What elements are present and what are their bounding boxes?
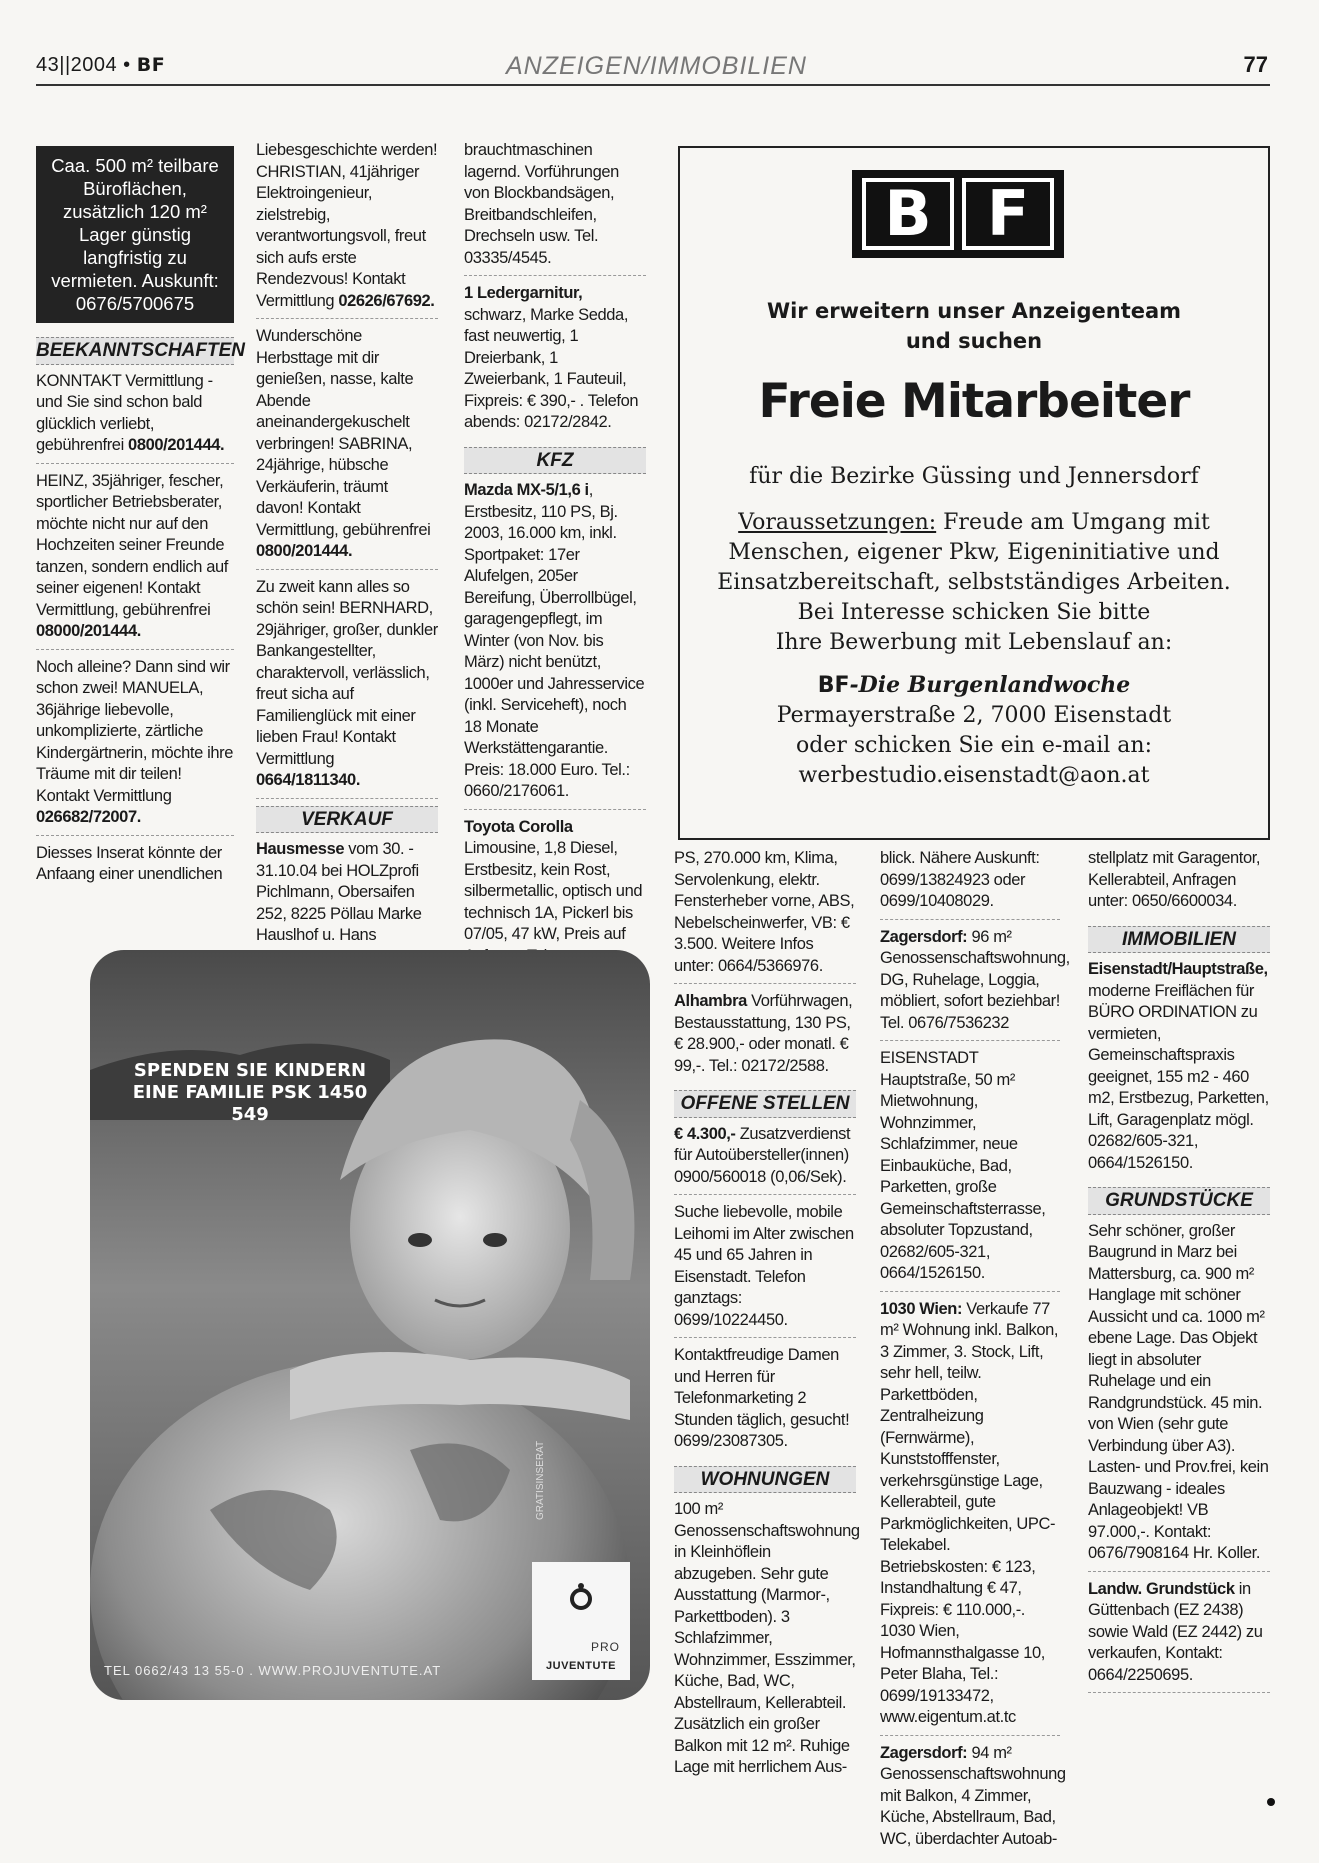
classified-ad: blick. Nähere Auskunft: 0699/13824923 oder 0699/10408029. xyxy=(880,848,1060,920)
bf-logo xyxy=(852,170,1064,258)
column-1 xyxy=(36,146,245,899)
classified-ad: EISENSTADT Hauptstraße, 50 m² Mietwohnung, Wohnzimmer, Schlafzimmer, neue Einbauküche, Bad, Parketten, große Gemeinschaftsterrasse, absoluter Topzustand, 02682/605-321, 0664/1526150. xyxy=(880,1048,1060,1292)
classified-ad: Kontaktfreudige Damen und Herren für Telefonmarketing 2 Stunden täglich, gesucht! 0699/23087305. xyxy=(674,1346,850,1450)
ad-line: für die Bezirke Güssing und Jennersdorf xyxy=(749,464,1199,489)
ad-headline-line1: Wir erweitern unser Anzeigenteam xyxy=(766,299,1182,323)
classified-ad: 1 Ledergarnitur, schwarz, Marke Sedda, fast neuwertig, 1 Dreierbank, 1 Zweierbank, 1 Fauteuil, Fixpreis: € 390,- . Telefon abends: 02172/2842. xyxy=(464,284,639,431)
column-2 xyxy=(256,140,438,1046)
ad-line: oder schicken Sie ein e-mail an: xyxy=(795,733,1153,758)
classified-ad: Eisenstadt/Hauptstraße, moderne Freiflächen für BÜRO ORDINATION zu vermieten, Gemeinschaftspraxis geeignet, 155 m2 - 460 m2, Erstbezug, Parketten, Lift, Garagenplatz mögl. 02682/605-321, 0664/1526150. xyxy=(1088,960,1269,1172)
section-heading-verkauf: VERKAUF xyxy=(256,806,438,834)
child-eye xyxy=(408,1233,432,1247)
publisher-name: BF-Die Burgenlandwoche xyxy=(817,672,1131,698)
section-heading-immobilien: IMMOBILIEN xyxy=(1088,926,1270,954)
ad-requirements: Voraussetzungen: Freude am Umgang mit Menschen, eigener Pkw, Eigeninitiative und Einsatzbereitschaft, selbstständiges Arbeiten. xyxy=(717,510,1231,595)
page-mark xyxy=(1267,1798,1275,1806)
classified-ad: Hausmesse vom 30. - 31.10.04 bei HOLZprofi Pichlmann, Obersaifen 252, 8225 Pöllau Marke Hauslhof u. Hans xyxy=(256,840,422,944)
section-heading-bekanntschaften: BEEKANNTSCHAFTEN xyxy=(36,337,234,365)
classified-ad: PS, 270.000 km, Klima, Servolenkung, elektr. Fensterheber vorne, ABS, Nebelscheinwerfer, VB: € 3.500. Weitere Infos unter: 0664/5366976. xyxy=(674,848,856,984)
classified-ad: Wunderschöne Herbsttage mit dir genießen, nasse, kalte Abende aneinandergekuschelt verbringen! SABRINA, 24jährige, hübsche Verkäuferin, träumt davon! Kontakt Vermittlung, gebührenfrei 0800/201444. xyxy=(256,326,438,570)
classified-ad: brauchtmaschinen lagernd. Vorführungen von Blockbandsägen, Breitbandschleifen, Drechseln usw. Tel. 03335/4545. xyxy=(464,140,646,276)
section-heading-wohnungen: WOHNUNGEN xyxy=(674,1466,856,1494)
classified-ad: Landw. Grundstück in Güttenbach (EZ 2438) sowie Wald (EZ 2442) zu verkaufen, Kontakt: 0664/2250695. xyxy=(1088,1579,1270,1694)
column-6 xyxy=(1088,848,1270,1700)
classified-ad: Diesses Inserat könnte der Anfaang einer unendlichen xyxy=(36,843,223,883)
section-heading-kfz: KFZ xyxy=(464,447,646,475)
logo-letter-b: B xyxy=(862,178,954,250)
ad-title: Freie Mitarbeiter xyxy=(758,374,1190,429)
classified-ad: 100 m² Genossenschaftswohnung in Kleinhöflein abzugeben. Sehr gute Ausstattung (Marmor-, Parkettboden). 3 Schlafzimmer, Wohnzimmer, Esszimmer, Küche, Bad, WC, Abstellraum, Kellerabteil. Zusätzlich ein großer Balkon mit 12 m². Ruhige Lage mit herrlichem Aus- xyxy=(674,1500,860,1776)
classified-ad: KONNTAKT Vermittlung - und Sie sind schon bald glücklich verliebt, gebührenfrei 0800/201444. xyxy=(36,371,234,464)
column-4 xyxy=(674,848,860,1792)
classified-ad: Sehr schöner, großer Baugrund in Marz bei Mattersburg, ca. 900 m² Hanglage mit schöner Aussicht und ca. 1000 m² ebene Lage. Das Objekt liegt in absoluter Ruhelage und ein Randgrundstück. 45 min. von Wien (sehr gute Verbindung über A3). Lasten- und Prov.frei, kein Bauzwang - ideales Anlageobjekt! VB 97.000,-. Kontakt: 0676/7908164 Hr. Koller. xyxy=(1088,1221,1270,1572)
section-title: ANZEIGEN/IMMOBILIEN xyxy=(506,52,807,80)
pro-juventute-logo xyxy=(532,1562,630,1680)
classified-ad: Zagersdorf: 96 m² Genossenschaftswohnung, DG, Ruhelage, Loggia, möbliert, sofort beziehbar! Tel. 0676/7536232 xyxy=(880,927,1060,1042)
ad-line: Bei Interesse schicken Sie bitte xyxy=(797,600,1151,625)
ad-headline-line2: und suchen xyxy=(905,329,1043,353)
classified-ad: 1030 Wien: Verkaufe 77 m² Wohnung inkl. Balkon, 3 Zimmer, 3. Stock, Lift, sehr hell, teilw. Parkettböden, Zentralheizung (Fernwärme), Kunststofffenster, verkehrsgünstige Lage, Kellerabteil, gute Parkmöglichkeiten, UPC-Telekabel. Betriebskosten: € 123, Instandhaltung € 47, Fixpreis: € 110.000,-. 1030 Wien, Hofmannsthalgasse 10, Peter Blaha, Tel.: 0699/19133472, www.eigentum.at.tc xyxy=(880,1299,1060,1736)
brand-logo: BF xyxy=(136,54,166,76)
page-number: 77 xyxy=(1243,52,1268,77)
classified-ad: € 4.300,- Zusatzverdienst für Autoübersteller(innen) 0900/560018 (0,06/Sek). xyxy=(674,1124,856,1196)
ad-headline xyxy=(680,296,1268,356)
ad-address: Permayerstraße 2, 7000 Eisenstadt xyxy=(776,703,1172,728)
classified-ad: Zagersdorf: 94 m² Genossenschaftswohnung mit Balkon, 4 Zimmer, Küche, Abstellraum, Bad, WC, überdachter Autoab- xyxy=(880,1743,1066,1848)
logo-juventute: JUVENTUTE xyxy=(546,1660,616,1672)
column-3 xyxy=(464,140,646,1037)
juventute-icon xyxy=(566,1582,596,1612)
gratis-label: GRATISINSERAT xyxy=(534,1440,546,1520)
classified-ad: Suche liebevolle, mobile Leihomi im Alter zwischen 45 und 65 Jahren in Eisenstadt. Telefon ganztags: 0699/10224450. xyxy=(674,1202,856,1338)
ad-body xyxy=(700,462,1248,791)
classified-ad: Liebesgeschichte werden! CHRISTIAN, 41jähriger Elektroingenieur, zielstrebig, verantwortungsvoll, freut sich aufs erste Rendezvous! Kontakt Vermittlung 02626/67692. xyxy=(256,140,438,319)
classified-ad: Toyota Corolla Limousine, 1,8 Diesel, Erstbesitz, kein Rost, silbermetallic, optisch und technisch 1A, Pickerl bis 07/05, 47 kW, Preis auf xyxy=(464,817,646,996)
charity-photo-ad xyxy=(90,950,650,1700)
logo-pro: PRO xyxy=(590,1640,620,1654)
requirements-label: Voraussetzungen: xyxy=(738,510,937,535)
page-header xyxy=(36,50,1270,86)
ad-email[interactable]: werbestudio.eisenstadt@aon.at xyxy=(798,763,1150,788)
classified-ad: Noch alleine? Dann sind wir schon zwei! MANUELA, 36jährige liebevolle, unkomplizierte, zärtliche Kindergärtnerin, möchte ihre Träume mit dir teilen! Kontakt Vermittlung 026682/72007. xyxy=(36,657,234,836)
office-ad-box: Caa. 500 m² teilbare Büroflächen, zusätzlich 120 m² Lager günstig langfristig zu vermieten. Auskunft: 0676/5700675 xyxy=(36,146,234,323)
column-5 xyxy=(880,848,1070,1863)
classified-ad: stellplatz mit Garagentor, Kellerabteil, Anfragen unter: 0650/6600034. xyxy=(1088,849,1261,910)
ad-line: Ihre Bewerbung mit Lebenslauf an: xyxy=(775,630,1173,655)
donation-caption: SPENDEN SIE KINDERN EINE FAMILIE PSK 1450 549 xyxy=(132,1060,368,1125)
recruitment-ad xyxy=(678,146,1270,840)
issue-number: 43||2004 • xyxy=(36,54,131,76)
section-heading-grundstuecke: GRUNDSTÜCKE xyxy=(1088,1187,1270,1215)
classified-ad: Alhambra Vorführwagen, Bestausstattung, 130 PS, € 28.900,- oder monatl. € 99,-. Tel.: 02172/2588. xyxy=(674,992,853,1075)
child-eye xyxy=(483,1233,507,1247)
charity-contact: TEL 0662/43 13 55-0 . WWW.PROJUVENTUTE.AT xyxy=(104,1663,442,1678)
classified-ad: Zu zweit kann alles so schön sein! BERNHARD, 29jähriger, großer, dunkler Bankangestellter, charaktervoll, verlässlich, freut sicha auf Familienglück mit einer lieben Frau! Kontakt Vermittlung 0664/1811340. xyxy=(256,577,438,799)
logo-letter-f: F xyxy=(962,178,1054,250)
issue-info xyxy=(36,54,165,77)
classified-ad: Mazda MX-5/1,6 i, Erstbesitz, 110 PS, Bj. 2003, 16.000 km, inkl. Sportpaket: 17er Alufelgen, 205er Bereifung, Überrollbügel, garagengepflegt, im Winter (von Nov. bis März) nicht benützt, 1000er und Jahresservice (inkl. Serviceheft), noch 18 Monate Werkstättengarantie. Preis: 18.000 Euro. Tel.: 0660/2176061. xyxy=(464,480,646,810)
classified-ad: HEINZ, 35jähriger, fescher, sportlicher Betriebsberater, möchte nicht nur auf den Hochzeiten seiner Freunde tanzen, sondern endlich auf seiner eigenen! Kontakt Vermittlung, gebührenfrei 08000/201444. xyxy=(36,471,234,650)
section-heading-offene-stellen: OFFENE STELLEN xyxy=(674,1090,856,1118)
